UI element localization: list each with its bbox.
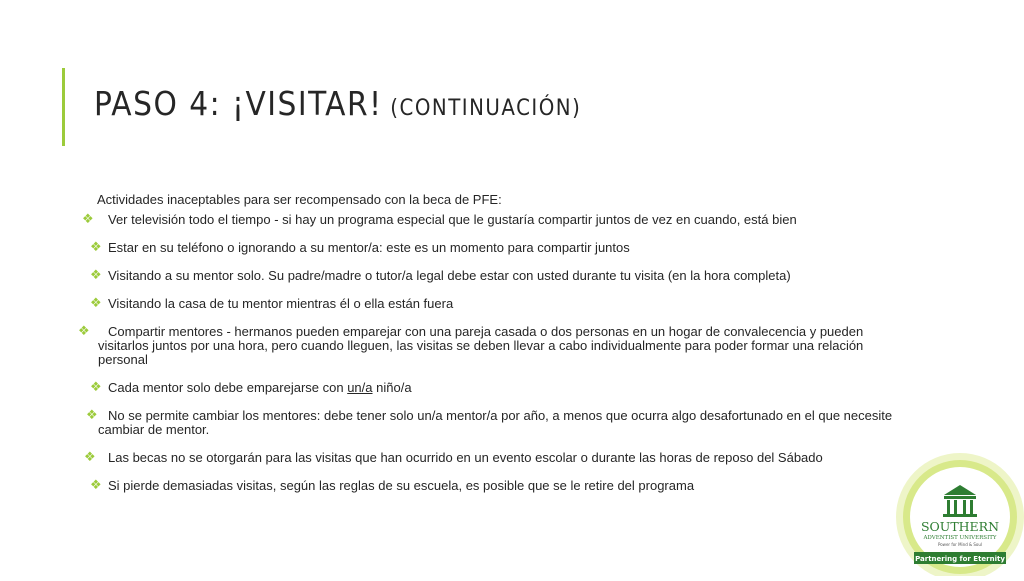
logo-graphic: [896, 451, 1024, 576]
bullet-text: Las becas no se otorgarán para las visitas que han ocurrido en un evento escolar o durante las horas de reposo del Sábado: [108, 450, 823, 465]
bullet-text: Visitando a su mentor solo. Su padre/madre o tutor/a legal debe estar con usted durante tu visita (en la hora completa): [108, 268, 791, 283]
diamond-flower-bullet-icon: ❖: [90, 240, 102, 255]
intro-text: Actividades inaceptables para ser recompensado con la beca de PFE:: [97, 192, 502, 207]
slide-title-sub: (CONTINUACIÓN): [382, 96, 582, 121]
bullet-text-before: Cada mentor solo debe emparejarse con: [108, 380, 348, 395]
bullet-text: Estar en su teléfono o ignorando a su mentor/a: este es un momento para compartir juntos: [108, 240, 630, 255]
slide-title-main: PASO 4: ¡VISITAR!: [94, 84, 383, 123]
slide-title: [94, 84, 581, 123]
bullet-text: No se permite cambiar los mentores: debe tener solo un/a mentor/a por año, a menos que ocurra algo desafortunado en el que necesite cambiar de mentor.: [98, 408, 893, 437]
bullet-list: [78, 213, 898, 507]
bullet-item: [78, 241, 898, 255]
bullet-item: [78, 451, 898, 465]
logo-name: SOUTHERN: [920, 519, 1000, 534]
logo-tagline: Power for Mind & Soul: [937, 542, 983, 547]
logo-banner-text: Partnering for Eternity: [915, 555, 1005, 563]
bullet-item: [78, 213, 898, 227]
diamond-flower-bullet-icon: ❖: [90, 478, 102, 493]
diamond-flower-bullet-icon: ❖: [90, 268, 102, 283]
bullet-text-underlined: un/a: [347, 380, 373, 395]
bullet-text: Compartir mentores - hermanos pueden emparejar con una pareja casada o dos personas en un hogar de convalecencia y pueden visitarlos juntos por una hora, pero cuando lleguen, las visitas se deben llevar a cabo individualmente para poder formar una relación personal: [98, 324, 864, 367]
bullet-text-after: niño/a: [372, 380, 412, 395]
diamond-flower-bullet-icon: ❖: [84, 450, 96, 465]
southern-adventist-university-logo: [896, 451, 1024, 576]
bullet-item: [78, 269, 898, 283]
diamond-flower-bullet-icon: ❖: [90, 380, 102, 395]
bullet-item: [78, 479, 898, 493]
logo-subname: ADVENTIST UNIVERSITY: [923, 535, 997, 541]
title-accent-bar: [62, 68, 65, 146]
bullet-text: Visitando la casa de tu mentor mientras él o ella están fuera: [108, 296, 454, 311]
diamond-flower-bullet-icon: ❖: [86, 408, 98, 423]
bullet-item: [78, 325, 898, 367]
diamond-flower-bullet-icon: ❖: [82, 212, 94, 227]
diamond-flower-bullet-icon: ❖: [78, 324, 90, 339]
bullet-item: [78, 297, 898, 311]
bullet-text: Ver televisión todo el tiempo - si hay un programa especial que le gustaría compartir juntos de vez en cuando, está bien: [108, 212, 797, 227]
bullet-text: Si pierde demasiadas visitas, según las reglas de su escuela, es posible que se le retire del programa: [108, 478, 695, 493]
diamond-flower-bullet-icon: ❖: [90, 296, 102, 311]
bullet-item: [78, 409, 898, 437]
bullet-item: [78, 381, 898, 395]
